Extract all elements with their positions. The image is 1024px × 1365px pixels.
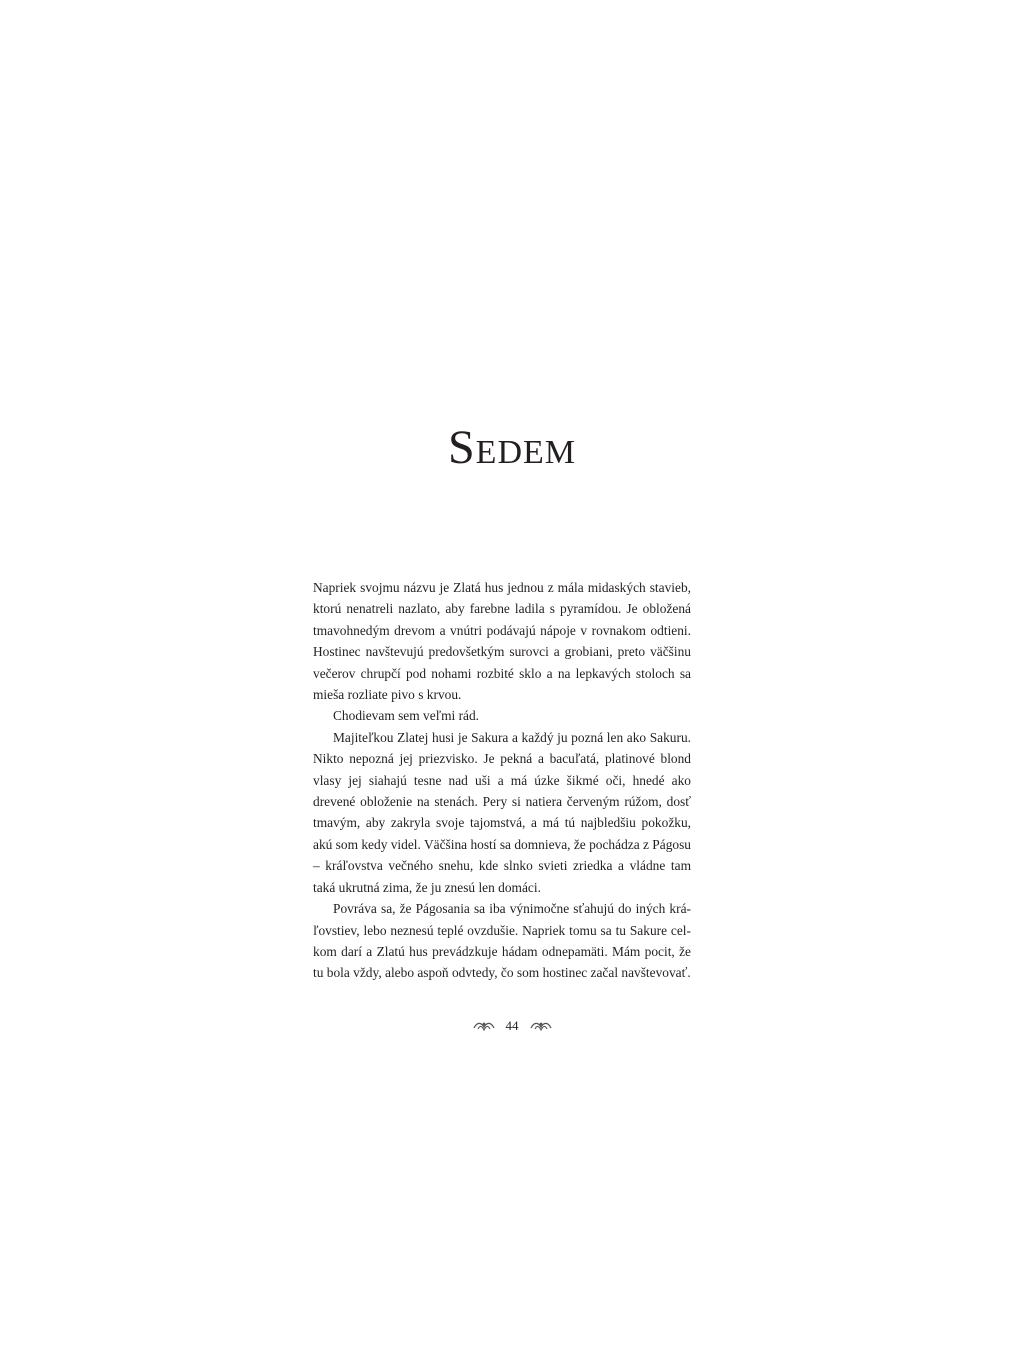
paragraph-1: Napriek svojmu názvu je Zlatá hus jednou z mála midaských stavieb, ktorú nenatreli nazlato, aby farebne ladila s pyramídou. Je obložená tmavohnedým drevom a vnútri podávajú nápoje v rovnakom odtieni. Hostinec navštevujú predovšetkým surovci a grobiani, preto väčšinu večerov chrupčí pod nohami rozbité sklo a na lepkavých stoloch sa mieša rozliate pivo s krvou. — [313, 580, 691, 703]
page-folio — [0, 1016, 1024, 1036]
fleuron-right-icon — [529, 1019, 553, 1033]
chapter-body — [313, 577, 691, 984]
paragraph-4: Povráva sa, že Págosania sa iba výnimočne sťahujú do iných kráľovstiev, lebo neznesú teplé ovzdušie. Napriek tomu sa tu Sakure celkom darí a Zlatú hus prevádzkuje hádam odnepamäti. Mám pocit, že tu bola vždy, alebo aspoň odvtedy, čo som hostinec začal navštevovať. — [313, 901, 691, 981]
fleuron-left-icon — [472, 1019, 496, 1033]
page-number: 44 — [505, 1018, 519, 1033]
chapter-title: Sedem — [447, 421, 577, 474]
paragraph-3: Majiteľkou Zlatej husi je Sakura a každý ju pozná len ako Sakuru. Nikto nepozná jej priezvisko. Je pekná a bacuľatá, platinové blond vlasy jej siahajú tesne nad uši a má úzke šikmé oči, hnedé ako drevené obloženie na stenách. Pery si natiera červeným rúžom, dosť tmavým, aby zakryla svoje tajomstvá, a má tú najbledšiu pokožku, akú som kedy videl. Väčšina hostí sa domnieva, že pochádza z Págosu – kráľovstva večného snehu, kde slnko svieti zriedka a vládne tam taká ukrutná zima, že ju znesú len domáci. — [313, 729, 691, 895]
paragraph-2: Chodievam sem veľmi rád. — [333, 708, 480, 724]
